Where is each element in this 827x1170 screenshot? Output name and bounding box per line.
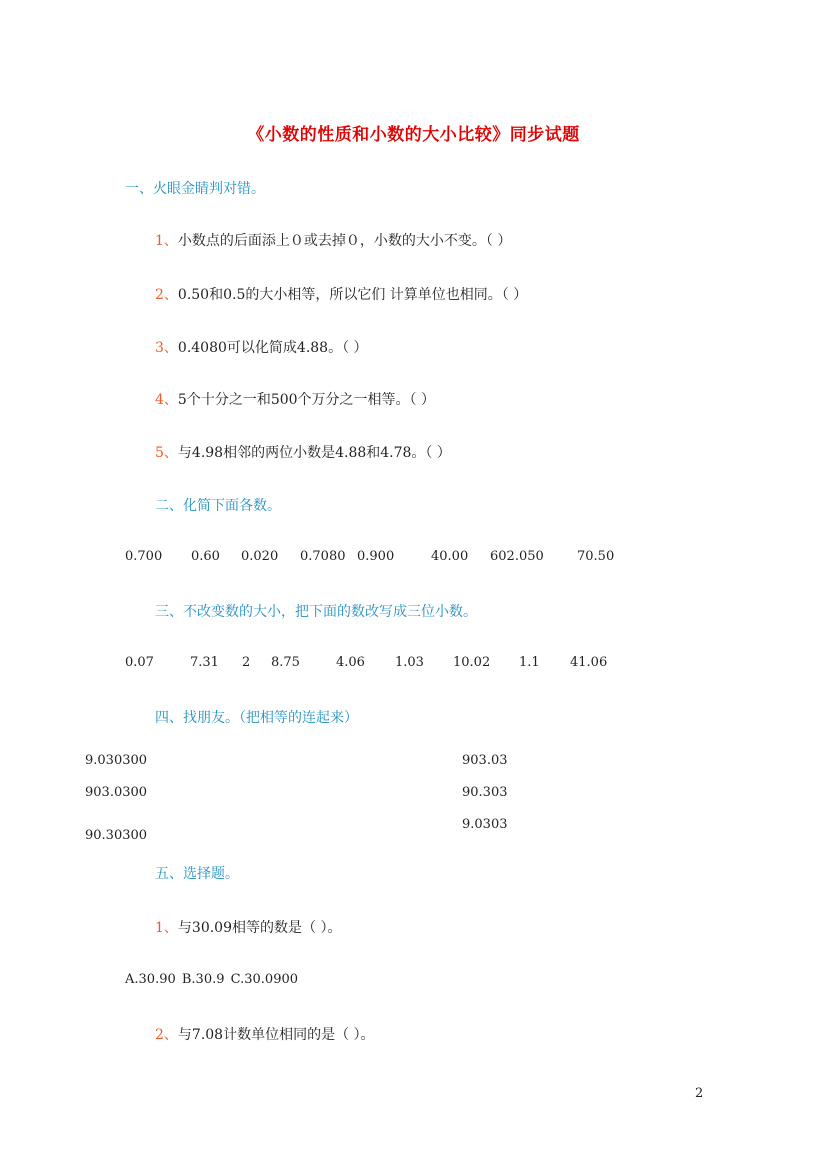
- match-right-item: 903.03: [462, 753, 508, 768]
- question-1-5: [155, 442, 451, 462]
- match-left-item: 9.030300: [85, 753, 148, 768]
- value-item: 0.07: [125, 655, 154, 670]
- question-text: 0.50和0.5的大小相等，所以它们 计算单位也相同。（ ）: [177, 287, 528, 303]
- question-number: 3、: [155, 340, 178, 356]
- simplify-values-row: [0, 549, 827, 569]
- value-item: 4.06: [336, 655, 365, 670]
- value-item: 0.700: [125, 549, 163, 564]
- question-text: 小数点的后面添上０或去掉０，小数的大小不变。（ ）: [177, 233, 512, 249]
- match-right-item: 9.0303: [462, 817, 508, 832]
- rewrite-values-row: [0, 655, 827, 675]
- value-item: 0.900: [357, 549, 395, 564]
- section-4-heading: 四、找朋友。（把相等的连起来）: [155, 710, 358, 726]
- match-right-item: 90.303: [462, 785, 508, 800]
- value-item: 40.00: [431, 549, 469, 564]
- section-1-heading: 一、火眼金睛判对错。: [125, 181, 265, 197]
- value-item: 602.050: [490, 549, 544, 564]
- match-left-item: 903.0300: [85, 785, 148, 800]
- question-5-1-options: A.30.90 B.30.9 C.30.0900: [125, 972, 299, 987]
- value-item: 10.02: [453, 655, 491, 670]
- question-1-4: [155, 389, 435, 409]
- value-item: 70.50: [577, 549, 615, 564]
- value-item: 0.020: [241, 549, 279, 564]
- page-title: 《小数的性质和小数的大小比较》同步试题: [247, 125, 580, 145]
- value-item: 0.7080: [300, 549, 346, 564]
- value-item: 2: [242, 655, 251, 670]
- value-item: 1.03: [395, 655, 424, 670]
- question-5-1: [155, 917, 341, 937]
- value-item: 1.1: [519, 655, 540, 670]
- question-1-3: [155, 337, 368, 357]
- section-3-heading: 三、不改变数的大小，把下面的数改写成三位小数。: [155, 604, 477, 620]
- section-2-heading: 二、化简下面各数。: [155, 498, 281, 514]
- question-number: 1、: [155, 920, 178, 936]
- question-1-2: [155, 284, 527, 304]
- page-number: 2: [695, 1086, 704, 1101]
- value-item: 0.60: [191, 549, 220, 564]
- question-1-1: [155, 230, 511, 250]
- question-5-2: [155, 1024, 375, 1044]
- question-text: 5个十分之一和500个万分之一相等。（ ）: [177, 392, 435, 408]
- question-number: 5、: [155, 445, 178, 461]
- question-number: 1、: [155, 233, 178, 249]
- question-number: 2、: [155, 1027, 178, 1043]
- value-item: 8.75: [271, 655, 300, 670]
- question-text: 与30.09相等的数是（ ）。: [177, 920, 342, 936]
- question-text: 0.4080可以化简成4.88。（ ）: [177, 340, 368, 356]
- question-text: 与7.08计数单位相同的是（ ）。: [177, 1027, 375, 1043]
- value-item: 41.06: [570, 655, 608, 670]
- section-5-heading: 五、选择题。: [155, 866, 239, 882]
- question-text: 与4.98相邻的两位小数是4.88和4.78。（ ）: [177, 445, 451, 461]
- value-item: 7.31: [190, 655, 219, 670]
- match-left-item: 90.30300: [85, 828, 148, 843]
- question-number: 2、: [155, 287, 178, 303]
- question-number: 4、: [155, 392, 178, 408]
